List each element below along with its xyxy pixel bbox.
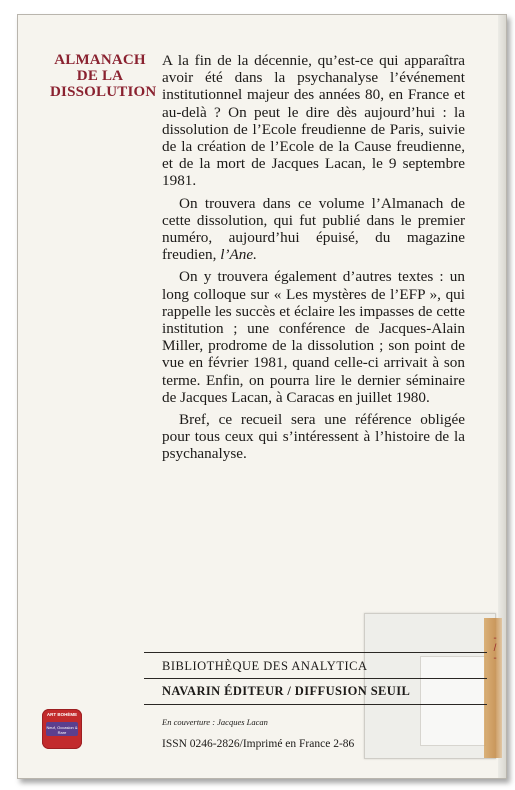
blurb-paragraph: A la fin de la décennie, qu’est-ce qui apparaîtra avoir été dans la psychanalyse l’événement institutionnel majeur des années 80, en France et au-delà ? On peut le dire dès aujourd’hui : la dissolution de l’Ecole freudienne de Paris, suivie de la création de l’Ecole de la Cause freudienne, et de la mort de Jacques Lacan, le 9 septembre 1981. [162,52,465,190]
divider [144,678,487,679]
blurb-paragraph-text: On trouvera dans ce volume l’Almanach de cette dissolution, qui fut publié dans le premier numéro, aujourd’hui épuisé, du magazine freudien, [162,194,465,264]
book-title-line: ALMANACH [54,52,146,68]
book-title-line: DISSOLUTION [50,84,157,100]
divider [144,652,487,653]
price-label-inner [420,656,486,746]
publisher-line: NAVARIN ÉDITEUR / DIFFUSION SEUIL [162,684,411,698]
magazine-name: l’Ane. [220,246,257,264]
blurb-text [162,52,465,468]
bookshop-sticker [42,709,82,749]
blurb-paragraph [162,195,465,264]
sticker-band [46,722,78,736]
divider [144,704,487,705]
blurb-paragraph: On y trouvera également d’autres textes : un long colloque sur « Les mystères de l’EFP », qui rappelle les succès et éclaire les impasses de cette institution ; une conférence de Jacques-Alain Miller, prodrome de la dissolution ; son point de vue en février 1981, quand celle-ci arrivait à son terme. Enfin, on pourra lire le dernier séminaire de Jacques Lacan, à Caracas en juillet 1980. [162,268,465,406]
book-title [50,52,157,100]
book-title-line: DE LA [76,68,124,84]
series-name: BIBLIOTHÈQUE DES ANALYTICA [162,659,368,673]
sticker-title: ART BOHÈME [46,712,78,717]
sticker-subtitle: Neuf, Occasion & Rare [46,725,78,735]
cover-credit: En couverture : Jacques Lacan [162,717,268,727]
issn-line: ISSN 0246-2826/Imprimé en France 2-86 [162,738,355,750]
blurb-paragraph: Bref, ce recueil sera une référence obligée pour tous ceux qui s’intéressent à l’histoire de la psychanalyse. [162,411,465,463]
pencil-mark: - / - [493,633,497,664]
